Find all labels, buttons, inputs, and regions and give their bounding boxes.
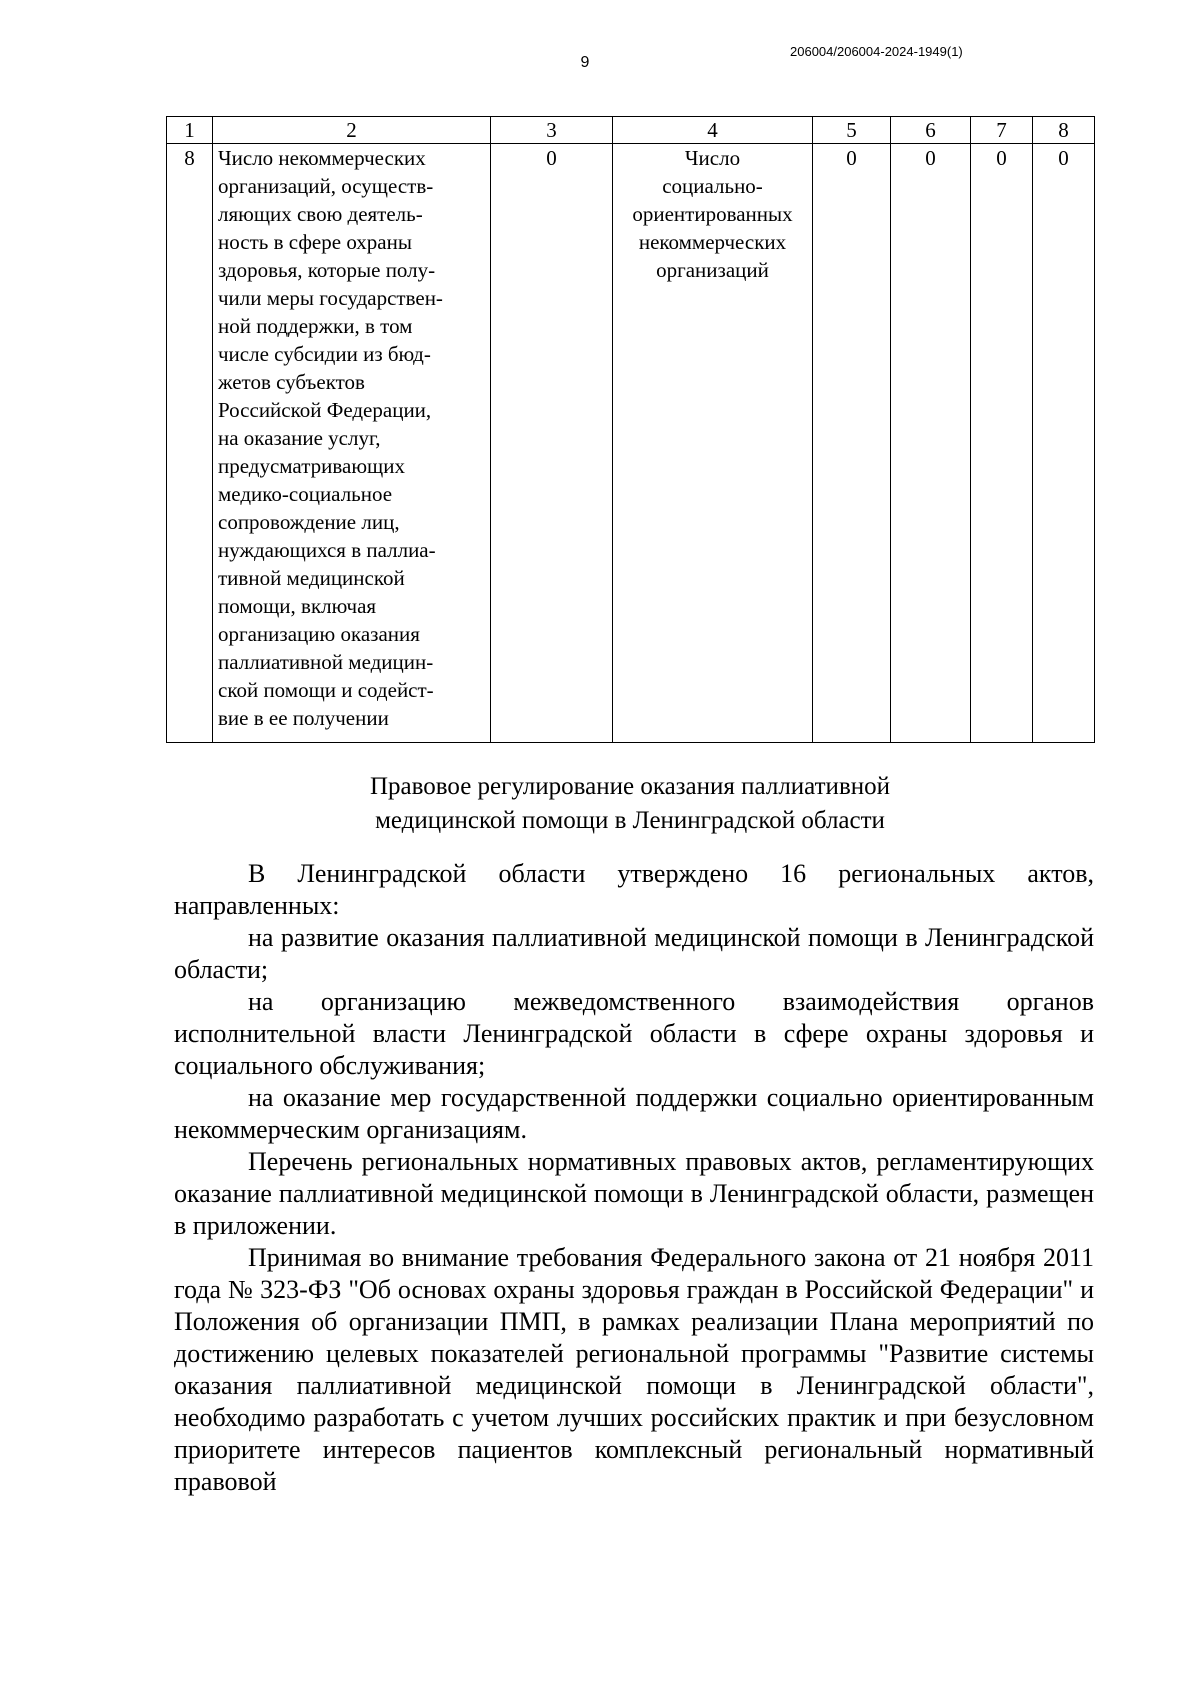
value-cell-6: 0 <box>891 144 971 743</box>
section-heading: Правовое регулирование оказания паллиативной медицинской помощи в Ленинградской области <box>369 773 891 834</box>
table-row <box>167 144 1095 743</box>
table-header-row <box>167 117 1095 144</box>
document-id: 206004/206004-2024-1949(1) <box>790 44 963 59</box>
page-number: 9 <box>580 54 590 71</box>
column-number-4: 4 <box>613 117 813 144</box>
paragraph: на организацию межведомственного взаимодействия органов исполнительной власти Ленинградской области в сфере охраны здоровья и социального обслуживания; <box>174 987 1094 1080</box>
paragraph: на оказание мер государственной поддержки социально ориентированным некоммерческим организациям. <box>174 1083 1094 1144</box>
paragraph: В Ленинградской области утверждено 16 региональных актов, направленных: <box>174 859 1094 920</box>
value-cell-3: 0 <box>491 144 613 743</box>
unit-cell: Число социально- ориентированных некоммерческих организаций <box>613 144 813 743</box>
column-number-1: 1 <box>167 117 213 144</box>
column-number-5: 5 <box>813 117 891 144</box>
value-cell-7: 0 <box>971 144 1033 743</box>
value-cell-5: 0 <box>813 144 891 743</box>
column-number-6: 6 <box>891 117 971 144</box>
column-number-3: 3 <box>491 117 613 144</box>
column-number-2: 2 <box>213 117 491 144</box>
column-number-7: 7 <box>971 117 1033 144</box>
row-number-cell: 8 <box>167 144 213 743</box>
paragraph: Перечень региональных нормативных правовых актов, регламентирующих оказание паллиативной медицинской помощи в Ленинградской области, размещен в приложении. <box>174 1147 1094 1240</box>
column-number-8: 8 <box>1033 117 1095 144</box>
section-body <box>174 858 1094 1498</box>
paragraph: Принимая во внимание требования Федерального закона от 21 ноября 2011 года № 323-ФЗ "Об основах охраны здоровья граждан в Российской Федерации" и Положения об организации ПМП, в рамках реализации Плана мероприятий по достижению целевых показателей региональной программы "Развитие системы оказания паллиативной медицинской помощи в Ленинградской области", необходимо разработать с учетом лучших российских практик и при безусловном приоритете интересов пациентов комплексный региональный нормативный правовой <box>174 1243 1094 1496</box>
paragraph: на развитие оказания паллиативной медицинской помощи в Ленинградской области; <box>174 923 1094 984</box>
value-cell-8: 0 <box>1033 144 1095 743</box>
indicator-name-cell: Число некоммерческих организаций, осуществ- ляющих свою деятель- ность в сфере охраны здоровья, которые полу- чили меры государствен- ной поддержки, в том числе субсидии из бюд- жетов субъектов Российской Федерации, на оказание услуг, предусматривающих медико-социальное сопровождение лиц, нуждающихся в паллиа- тивной медицинской помощи, включая организацию оказания паллиативной медицин- ской помощи и содейст- вие в ее получении <box>213 144 491 743</box>
indicators-table <box>166 116 1095 743</box>
